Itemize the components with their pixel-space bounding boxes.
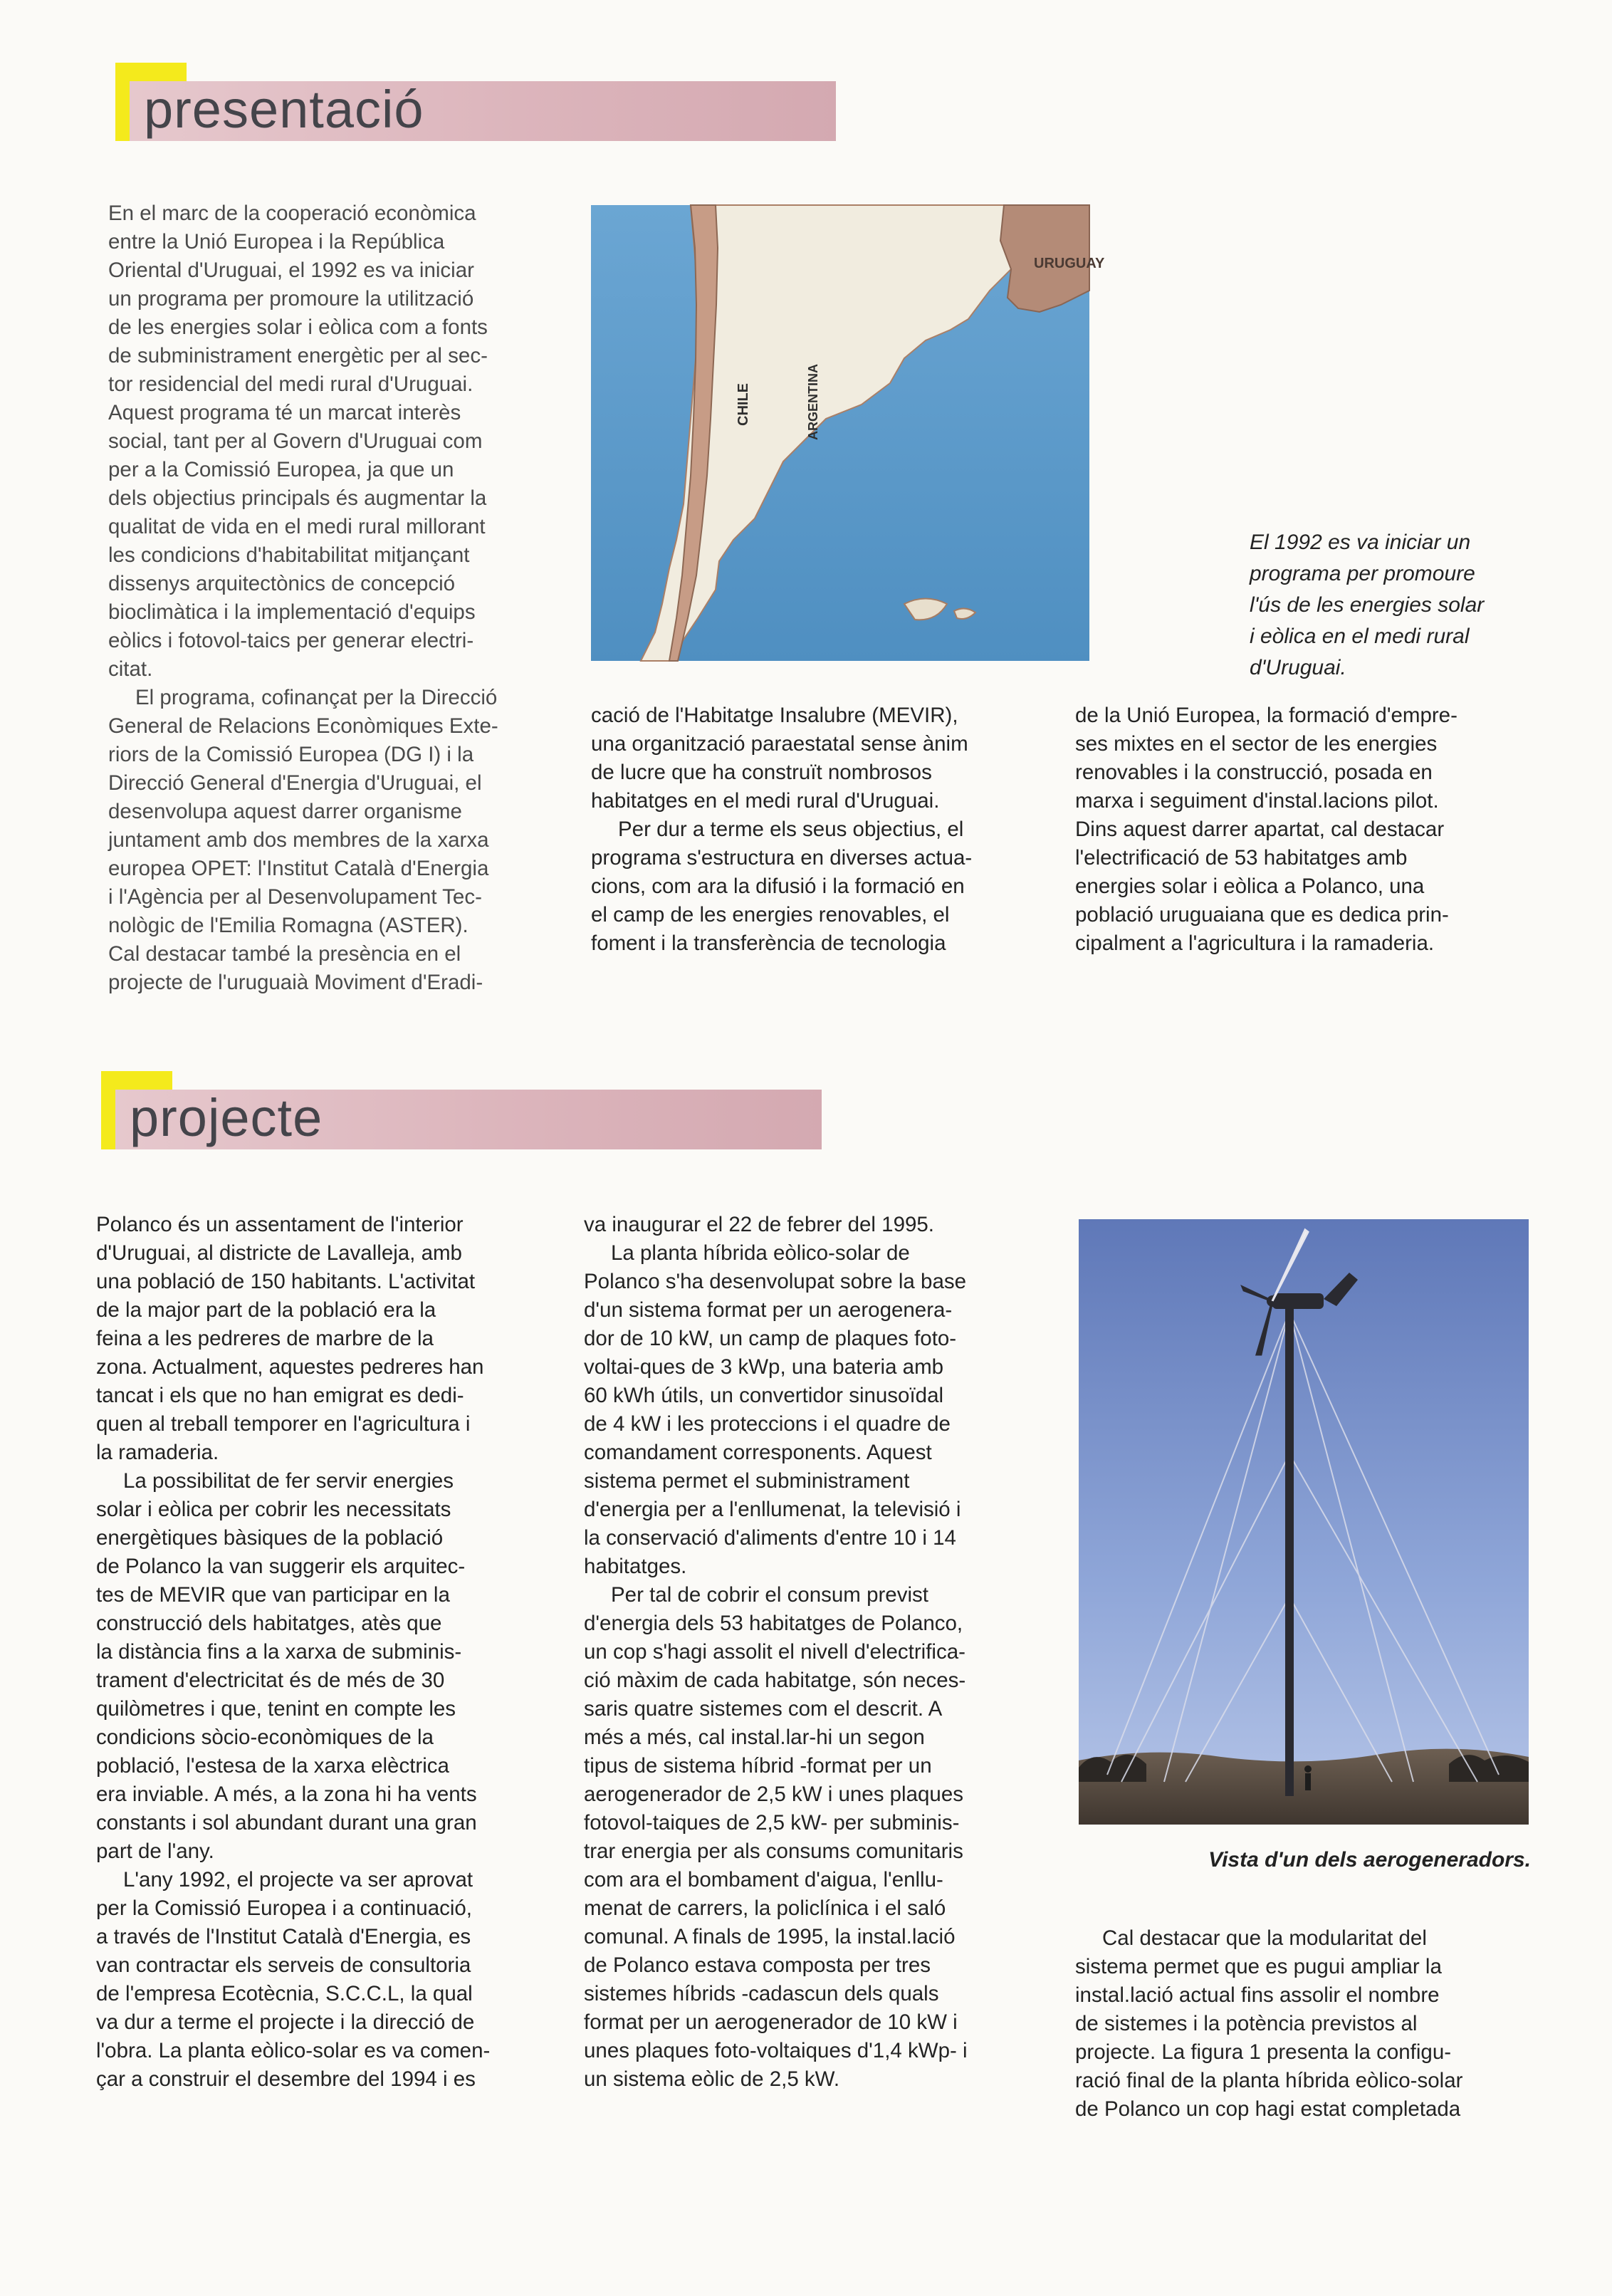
section-heading-projecte — [101, 1071, 822, 1164]
text-line: població, l'estesa de la xarxa elèctrica — [96, 1754, 449, 1778]
text-line: de la major part de la població era la — [96, 1298, 436, 1322]
presentacio-column-3 — [1075, 701, 1531, 958]
projecte-column-2 — [584, 1211, 1040, 2094]
text-line: Per dur a terme els seus objectius, el — [618, 818, 964, 841]
text-line: d'Uruguai, al districte de Lavalleja, amb — [96, 1241, 462, 1265]
projecte-column-3 — [1075, 1924, 1531, 2124]
text-line: un cop s'hagi assolit el nivell d'electrifica- — [584, 1640, 965, 1664]
paragraph — [108, 684, 564, 997]
text-line: voltai-ques de 3 kWp, una bateria amb — [584, 1355, 944, 1379]
section-title: presentació — [144, 80, 424, 139]
text-line: fotovol-taiques de 2,5 kW- per subminis- — [584, 1811, 960, 1835]
text-line: social, tant per al Govern d'Uruguai com — [108, 429, 483, 453]
paragraph — [96, 1467, 552, 1866]
text-line: d'Uruguai. — [1250, 656, 1346, 679]
text-line: per a la Comissió Europea, ja que un — [108, 458, 454, 481]
map-label-argentina: ARGENTINA — [806, 364, 820, 440]
text-line: 60 kWh útils, un convertidor sinusoïdal — [584, 1384, 944, 1407]
text-line: General de Relacions Econòmiques Exte- — [108, 714, 498, 738]
text-line: juntament amb dos membres de la xarxa — [108, 828, 489, 852]
text-line: zona. Actualment, aquestes pedreres han — [96, 1355, 484, 1379]
map-south-america — [591, 205, 1105, 661]
text-line: de subministrament energètic per al sec- — [108, 344, 488, 367]
text-line: feina a les pedreres de marbre de la — [96, 1327, 434, 1350]
wind-turbine-photo — [1079, 1219, 1529, 1825]
text-line: trar energia per als consums comunitaris — [584, 1840, 963, 1863]
text-line: renovables i la construcció, posada en — [1075, 761, 1433, 784]
text-line: energies solar i eòlica a Polanco, una — [1075, 875, 1425, 898]
text-line: marxa i seguiment d'instal.lacions pilot. — [1075, 789, 1439, 813]
text-line: cipalment a l'agricultura i la ramaderia. — [1075, 932, 1435, 955]
text-line: la distància fins a la xarxa de subminis- — [96, 1640, 462, 1664]
text-line: i eòlica en el medi rural — [1250, 625, 1470, 648]
presentacio-column-2 — [591, 701, 1047, 958]
paragraph — [96, 1211, 552, 1467]
paragraph — [1075, 701, 1531, 958]
text-line: de Polanco la van suggerir els arquitec- — [96, 1555, 466, 1578]
text-line: un programa per promoure la utilització — [108, 287, 474, 311]
text-line: una organització paraestatal sense ànim — [591, 732, 968, 756]
projecte-column-1 — [96, 1211, 552, 2094]
text-line: el camp de les energies renovables, el — [591, 903, 950, 927]
text-line: cació de l'Habitatge Insalubre (MEVIR), — [591, 704, 958, 727]
text-line: constants i sol abundant durant una gran — [96, 1811, 477, 1835]
text-line: tancat i els que no han emigrat es dedi- — [96, 1384, 464, 1407]
text-line: població uruguaiana que es dedica prin- — [1075, 903, 1449, 927]
text-line: d'un sistema format per un aerogenera- — [584, 1298, 953, 1322]
text-line: com ara el bombament d'aigua, l'enllu- — [584, 1868, 943, 1891]
text-line: La planta híbrida eòlico-solar de — [611, 1241, 910, 1265]
text-line: per la Comissió Europea i a continuació, — [96, 1896, 473, 1920]
map-graphic — [591, 205, 1105, 661]
text-line: dor de 10 kW, un camp de plaques foto- — [584, 1327, 957, 1350]
text-line: habitatges en el medi rural d'Uruguai. — [591, 789, 940, 813]
text-line: Cal destacar que la modularitat del — [1102, 1926, 1427, 1950]
text-line: energètiques bàsiques de la població — [96, 1526, 444, 1550]
text-line: més a més, cal instal.lar-hi un segon — [584, 1726, 925, 1749]
map-label-chile: CHILE — [736, 383, 751, 426]
text-line: l'obra. La planta eòlico-solar es va comen- — [96, 2039, 491, 2062]
text-line: qualitat de vida en el medi rural millorant — [108, 515, 486, 538]
text-line: era inviable. A més, a la zona hi ha vents — [96, 1783, 477, 1806]
text-line: de Polanco un cop hagi estat completada — [1075, 2097, 1461, 2121]
text-line: ses mixtes en el sector de les energies — [1075, 732, 1438, 756]
text-line: quen al treball temporer en l'agricultura i — [96, 1412, 471, 1436]
photo-caption: Vista d'un dels aerogeneradors. — [1208, 1848, 1531, 1872]
text-line: de lucre que ha construït nombrosos — [591, 761, 932, 784]
text-line: riors de la Comissió Europea (DG I) i la — [108, 743, 474, 766]
text-line: sistemes híbrids -cadascun dels quals — [584, 1982, 939, 2005]
paragraph — [591, 815, 1047, 958]
text-line: L'any 1992, el projecte va ser aprovat — [123, 1868, 473, 1891]
text-line: la ramaderia. — [96, 1441, 219, 1464]
text-line: tor residencial del medi rural d'Uruguai. — [108, 372, 473, 396]
paragraph — [584, 1581, 1040, 2094]
text-line: format per un aerogenerador de 10 kW i — [584, 2010, 958, 2034]
text-line: de l'empresa Ecotècnia, S.C.C.L, la qual — [96, 1982, 473, 2005]
text-line: tipus de sistema híbrid -format per un — [584, 1754, 932, 1778]
text-line: entre la Unió Europea i la República — [108, 230, 445, 254]
text-line: instal.lació actual fins assolir el nombre — [1075, 1983, 1440, 2007]
paragraph — [584, 1239, 1040, 1581]
text-line: i l'Agència per al Desenvolupament Tec- — [108, 885, 482, 909]
text-line: d'energia per a l'enllumenat, la televisió i — [584, 1498, 961, 1521]
text-line: va inaugurar el 22 de febrer del 1995. — [584, 1213, 935, 1236]
text-line: tes de MEVIR que van participar en la — [96, 1583, 450, 1607]
paragraph — [591, 701, 1047, 815]
text-line: programa per promoure — [1250, 562, 1475, 585]
text-line: habitatges. — [584, 1555, 687, 1578]
text-line: aerogenerador de 2,5 kW i unes plaques — [584, 1783, 963, 1806]
text-line: una població de 150 habitants. L'activitat — [96, 1270, 476, 1293]
map-label-uruguay: URUGUAY — [1034, 256, 1105, 271]
text-line: foment i la transferència de tecnologia — [591, 932, 946, 955]
text-line: dissenys arquitectònics de concepció — [108, 572, 456, 595]
section-heading-presentacio — [115, 63, 836, 155]
text-line: un sistema eòlic de 2,5 kW. — [584, 2067, 840, 2091]
text-line: Direcció General d'Energia d'Uruguai, el — [108, 771, 482, 795]
text-line: va dur a terme el projecte i la direcció de — [96, 2010, 475, 2034]
text-line: l'ús de les energies solar — [1250, 593, 1485, 617]
text-line: Per tal de cobrir el consum previst — [611, 1583, 928, 1607]
text-line: comandament corresponents. Aquest — [584, 1441, 932, 1464]
text-line: La possibilitat de fer servir energies — [123, 1469, 454, 1493]
text-line: Cal destacar també la presència en el — [108, 942, 461, 966]
text-line: de les energies solar i eòlica com a fonts — [108, 315, 488, 339]
text-line: de Polanco estava composta per tres — [584, 1953, 931, 1977]
text-line: menat de carrers, la policlínica i el saló — [584, 1896, 946, 1920]
text-line: de 4 kW i les proteccions i el quadre de — [584, 1412, 951, 1436]
text-line: programa s'estructura en diverses actua- — [591, 846, 973, 870]
text-line: comunal. A finals de 1995, la instal.lació — [584, 1925, 956, 1948]
text-line: sistema permet el subministrament — [584, 1469, 910, 1493]
text-line: part de l'any. — [96, 1840, 214, 1863]
text-line: bioclimàtica i la implementació d'equips — [108, 600, 476, 624]
text-line: Oriental d'Uruguai, el 1992 es va iniciar — [108, 259, 474, 282]
text-line: citat. — [108, 657, 153, 681]
text-line: En el marc de la cooperació econòmica — [108, 202, 476, 225]
paragraph — [1075, 1924, 1531, 2124]
text-line: de sistemes i la potència previstos al — [1075, 2012, 1418, 2035]
paragraph — [108, 199, 564, 684]
text-line: unes plaques foto-voltaiques d'1,4 kWp- i — [584, 2039, 968, 2062]
presentacio-column-1 — [108, 199, 564, 997]
text-line: solar i eòlica per cobrir les necessitats — [96, 1498, 451, 1521]
text-line: El programa, cofinançat per la Direcció — [135, 686, 498, 709]
text-line: Dins aquest darrer apartat, cal destacar — [1075, 818, 1445, 841]
text-line: Aquest programa té un marcat interès — [108, 401, 461, 424]
text-line: de la Unió Europea, la formació d'empre- — [1075, 704, 1457, 727]
map-caption — [1250, 527, 1549, 684]
text-line: çar a construir el desembre del 1994 i es — [96, 2067, 476, 2091]
text-line: a través de l'Institut Català d'Energia, es — [96, 1925, 471, 1948]
section-title: projecte — [130, 1088, 323, 1147]
text-line: saris quatre sistemes com el descrit. A — [584, 1697, 943, 1721]
text-line: sistema permet que es pugui ampliar la — [1075, 1955, 1442, 1978]
text-line: projecte de l'uruguaià Moviment d'Eradi- — [108, 971, 483, 994]
text-line: eòlics i fotovol-taics per generar electri- — [108, 629, 474, 652]
text-line: europea OPET: l'Institut Català d'Energia — [108, 857, 489, 880]
text-line: ció màxim de cada habitatge, són neces- — [584, 1669, 966, 1692]
text-line: trament d'electricitat és de més de 30 — [96, 1669, 445, 1692]
text-line: dels objectius principals és augmentar la — [108, 486, 487, 510]
text-line: El 1992 es va iniciar un — [1250, 531, 1471, 554]
text-line: d'energia dels 53 habitatges de Polanco, — [584, 1612, 963, 1635]
text-line: construcció dels habitatges, atès que — [96, 1612, 442, 1635]
paragraph — [584, 1211, 1040, 1239]
text-line: cions, com ara la difusió i la formació en — [591, 875, 965, 898]
text-line: l'electrificació de 53 habitatges amb — [1075, 846, 1408, 870]
paragraph — [96, 1866, 552, 2094]
text-line: van contractar els serveis de consultoria — [96, 1953, 471, 1977]
wind-turbine-graphic — [1079, 1219, 1529, 1825]
text-line: quilòmetres i que, tenint en compte les — [96, 1697, 456, 1721]
text-line: Polanco s'ha desenvolupat sobre la base — [584, 1270, 967, 1293]
text-line: les condicions d'habitabilitat mitjançant — [108, 543, 470, 567]
text-line: ració final de la planta híbrida eòlico-solar — [1075, 2069, 1463, 2092]
text-line: desenvolupa aquest darrer organisme — [108, 800, 462, 823]
text-line: la conservació d'aliments d'entre 10 i 14 — [584, 1526, 956, 1550]
text-line: Polanco és un assentament de l'interior — [96, 1213, 464, 1236]
text-line: condicions sòcio-econòmiques de la — [96, 1726, 434, 1749]
text-line: nològic de l'Emilia Romagna (ASTER). — [108, 914, 469, 937]
text-line: projecte. La figura 1 presenta la configu- — [1075, 2040, 1452, 2064]
